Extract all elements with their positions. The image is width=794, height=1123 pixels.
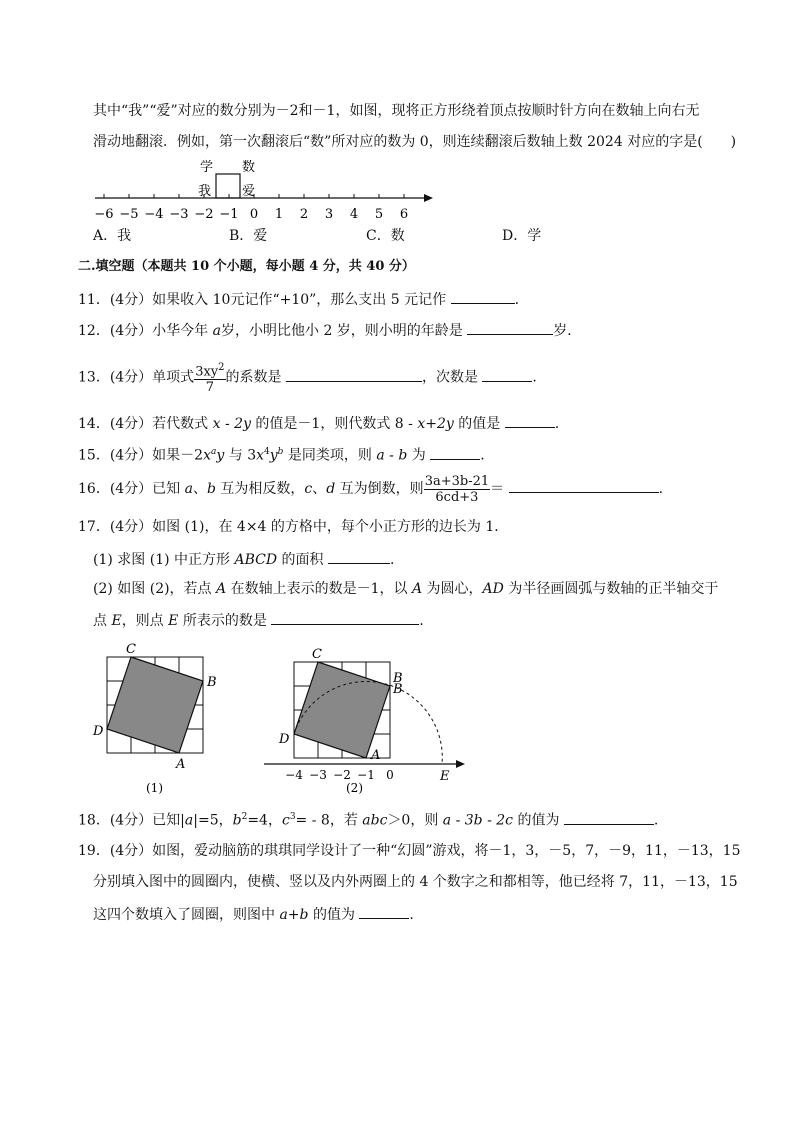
fig2-axis-tick-label: −2 [333,768,351,782]
fig2-axis-tick-label: 0 [386,768,394,782]
q19-line1: 19．(4分）如图，爱动脑筋的琪琪同学设计了一种“幻圆”游戏，将－1，3，－5，7，－9，11，－13，15 [78,843,741,859]
fig2-axis-tick-label: −1 [357,768,375,782]
section-heading-fill-in: 二.填空题（本题共 10 个小题，每小题 4 分，共 40 分） [78,259,415,274]
q16-answer-blank[interactable] [509,478,659,493]
fig2-axis-arrow-icon [456,760,465,768]
q10-line2: 滑动地翻滚．例如，第一次翻滚后“数”所对应的数为 0，则连续翻滚后数轴上数 2024 对应的字是( ) [93,134,737,150]
q19-line3: 这四个数填入了圆圈，则图中 a+b 的值为 . [93,904,414,924]
q11-answer-blank[interactable] [451,289,515,304]
q16-fraction: $\frac{3a+3b-21}{6cd+3}$ [424,473,490,505]
rolling-square [216,174,240,198]
square-char-bottom-right: 爱 [242,184,256,199]
q11: 11．(4分）如果收入 10元记作“+10”，那么支出 5 元记作 . [78,289,519,309]
q13-coefficient-blank[interactable] [286,367,422,382]
figure-1-grid-square [90,640,230,800]
q17-sub2-answer-blank[interactable] [271,610,419,625]
q10-option-b[interactable]: B．爱 [229,228,268,244]
fig1-label-d: D [93,724,104,739]
square-char-top-left: 学 [200,160,214,175]
q15-answer-blank[interactable] [430,445,480,460]
axis-arrow-icon [424,194,433,202]
fig2-label-b: B [393,671,403,686]
axis-tick-label: 2 [299,207,309,222]
axis-tick-label: −6 [94,207,114,222]
q16: 16．(4分）已知 a、b 互为相反数，c、d 互为倒数，则 $\frac{3a+3b-21}{6cd+3}$ ＝ . [78,473,664,505]
axis-tick-label: 3 [324,207,334,222]
q14-answer-blank[interactable] [505,413,555,428]
q13: 13．(4分）单项式 $\frac{3xy^2}{7}$ 的系数是 ，次数是 . [78,362,537,396]
square-char-bottom-left: 我 [198,184,212,199]
q14: 14．(4分）若代数式 x - 2y 的值是－1，则代数式 8 - x+2y 的值是 . [78,413,559,433]
q19-answer-blank[interactable] [359,904,409,919]
axis-tick-label: 6 [399,207,409,222]
axis-tick-label: −4 [144,207,164,222]
axis-tick-label: 1 [274,207,284,222]
fig2-square-abcd [294,662,390,758]
axis-tick-label: −1 [219,207,239,222]
q13-fraction: $\frac{3xy^2}{7}$ [195,362,225,396]
q10-option-c[interactable]: C．数 [366,228,405,244]
q10-line1: 其中“我”“爱”对应的数分别为－2和－1，如图，现将正方形绕着顶点按顺时针方向在数轴上向右无 [93,103,700,119]
fig1-square-abcd [107,657,203,753]
q10-option-a[interactable]: A．我 [93,228,132,244]
q12: 12．(4分）小华今年 a岁，小明比他小 2 岁，则小明的年龄是 岁． [78,320,581,340]
axis-tick-label: 4 [349,207,359,222]
axis-tick-label: 0 [249,207,259,222]
fig2-label-a: A [371,748,381,763]
q12-answer-blank[interactable] [467,320,553,335]
fig2-label-d: D [279,732,290,747]
q18: 18．(4分）已知|a|=5，$b^2=4$，$c^3= - 8$，若 abc＞0，则 a - 3b - 2c 的值为 . [78,808,658,830]
square-char-top-right: 数 [242,160,256,175]
q10-option-d[interactable]: D．学 [502,228,542,244]
q18-answer-blank[interactable] [564,810,654,825]
fig2-label-c: C [312,647,322,662]
fig1-label-c: C [126,642,136,657]
fig1-caption: (1) [146,781,163,795]
fig1-label-b: B [207,675,217,690]
fig2-label-e: E [440,769,450,784]
q17-sub1: (1) 求图 (1) 中正方形 ABCD 的面积 . [93,549,394,569]
axis-tick-label: 5 [374,207,384,222]
q17-sub2-line1: (2) 如图 (2)，若点 A 在数轴上表示的数是－1，以 A 为圆心，AD 为半径画圆弧与数轴的正半轴交于 [93,581,719,597]
axis-tick-label: −2 [194,207,214,222]
fig1-label-a: A [176,757,186,772]
q13-degree-blank[interactable] [482,367,532,382]
q17-sub1-answer-blank[interactable] [328,549,390,564]
fig2-label-b2: B [393,682,403,697]
fig2-axis-tick-label: −3 [309,768,327,782]
q10-number-line-figure [90,152,440,224]
figure-2-arc-number-line [262,640,472,800]
axis-tick-label: −3 [169,207,189,222]
fig2-caption: (2) [346,781,363,795]
fig2-axis-tick-label: −4 [285,768,303,782]
q17: 17．(4分）如图 (1)，在 4×4 的方格中，每个小正方形的边长为 1． [78,519,509,535]
q17-sub2-line2: 点 E，则点 E 所表示的数是 . [93,610,424,630]
q19-line2: 分别填入图中的圆圈内，使横、竖以及内外两圈上的 4 个数字之和都相等，他已经将 7，11，－13，15 [93,874,738,890]
axis-tick-label: −5 [119,207,139,222]
q15: 15．(4分）如果$-2x^ay$ 与 $3x^4y^b$ 是同类项，则 a - b 为 . [78,443,485,465]
